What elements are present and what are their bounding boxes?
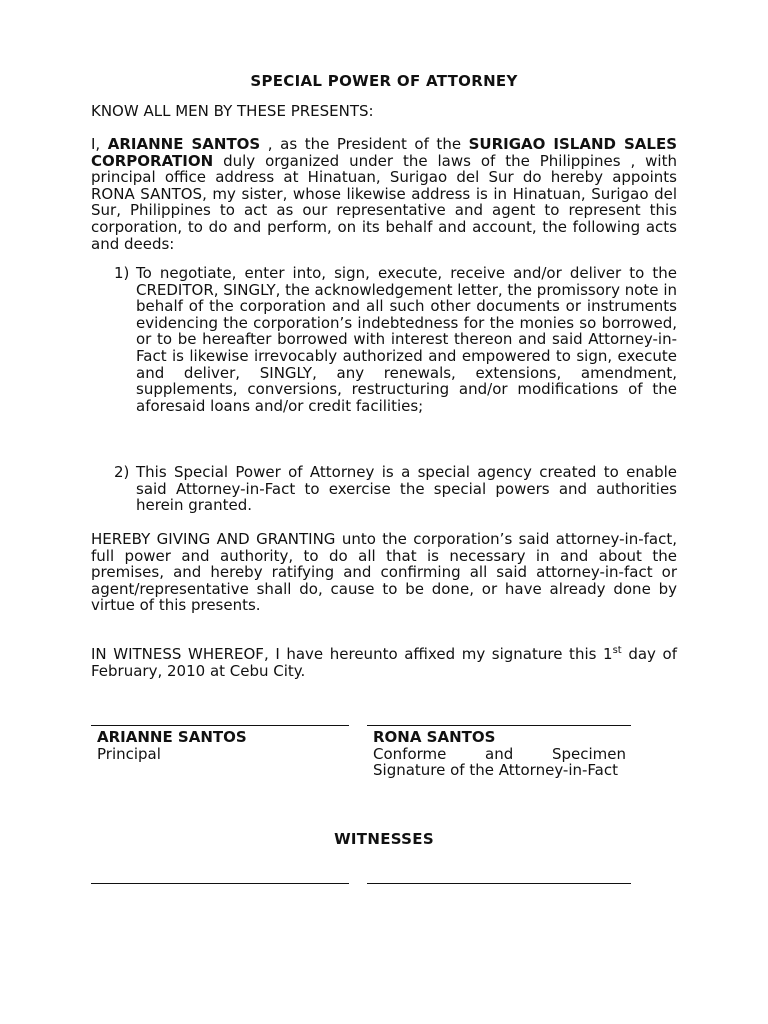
attorney-signature-block	[373, 729, 626, 779]
witness-signature-line	[91, 883, 349, 884]
list-item	[114, 464, 677, 514]
witness-text-1: IN WITNESS WHEREOF, I have hereunto affixed my signature this 1	[91, 645, 613, 663]
attorney-signature-line	[367, 725, 631, 726]
attorney-signer-role: Conforme and Specimen Signature of the Attorney-in-Fact	[373, 744, 626, 780]
attorney-signer-name: RONA SANTOS	[373, 728, 496, 746]
principal-signer-role: Principal	[97, 744, 161, 763]
list-number: 1)	[114, 264, 130, 282]
page-title: SPECIAL POWER OF ATTORNEY	[250, 72, 518, 90]
know-all-line: KNOW ALL MEN BY THESE PRESENTS:	[91, 102, 374, 120]
principal-signer-name: ARIANNE SANTOS	[97, 728, 247, 746]
list-text: To negotiate, enter into, sign, execute, receive and/or deliver to the CREDITOR, SINGLY, the acknowledgement letter, the promissory note in behalf of the corporation and all such other documents or instruments evidencing the corporation’s indebtedness for the monies so borrowed, or to be hereafter borrowed with interest thereon and said Attorney-in-Fact is likewise irrevocably authorized and empowered to sign, execute and deliver, SINGLY, any renewals, extensions, amendment, supplements, conversions, restructuring and/or modifications of the aforesaid loans and/or credit facilities;	[136, 264, 677, 415]
granting-paragraph: HEREBY GIVING AND GRANTING unto the corporation’s said attorney-in-fact, full power and authority, to do all that is necessary in and about the premises, and hereby ratifying and confirming all said attorney-in-fact or agent/representative shall do, cause to be done, or have already done by virtue of this presents.	[91, 530, 677, 615]
intro-text-2: , as the President of the	[260, 135, 469, 153]
witness-text-2: day of February, 2010 at Cebu City.	[91, 645, 677, 680]
list-number: 2)	[114, 463, 130, 481]
witnesses-heading: WITNESSES	[334, 830, 434, 848]
intro-text-3: duly organized under the laws of the Philippines , with principal office address at Hinatuan, Surigao del Sur do hereby appoints RONA SANTOS, my sister, whose likewise address is in Hinatuan, Surigao del Sur, Philippines to act as our representative and agent to represent this corporation, to do and perform, on its behalf and account, the following acts and deeds:	[91, 151, 677, 253]
intro-paragraph	[91, 136, 677, 252]
principal-signature-block	[97, 729, 337, 762]
ordinal-suffix: st	[612, 645, 622, 656]
intro-text-1: I,	[91, 135, 108, 153]
list-item	[114, 265, 677, 414]
principal-name: ARIANNE SANTOS	[107, 135, 261, 153]
witness-clause	[91, 646, 677, 679]
witness-signature-line	[367, 883, 631, 884]
corporation-name: SURIGAO ISLAND SALES CORPORATION	[91, 135, 678, 170]
principal-signature-line	[91, 725, 349, 726]
list-text: This Special Power of Attorney is a special agency created to enable said Attorney-in-Fact to exercise the special powers and authorities herein granted.	[136, 463, 677, 515]
